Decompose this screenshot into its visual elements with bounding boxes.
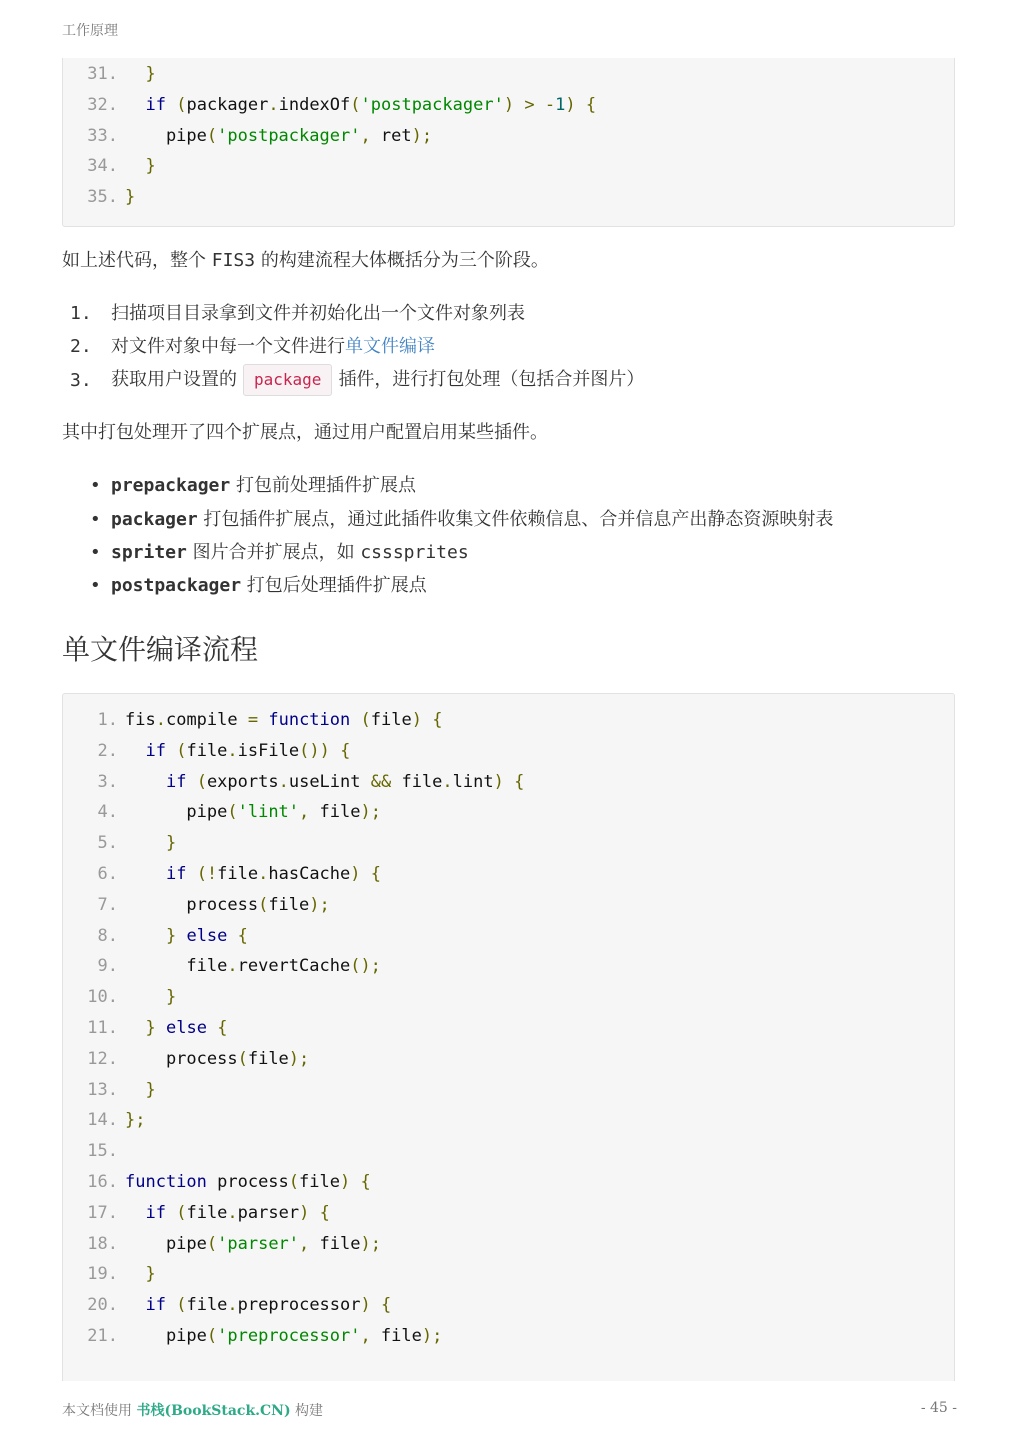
footer-credit: [62, 1400, 323, 1420]
line-number: 21.: [87, 1326, 118, 1346]
line-number: 17.: [87, 1202, 118, 1223]
code-text: pipe('parser', file);: [125, 1233, 381, 1254]
line-number: 13.: [87, 1079, 118, 1100]
list-number: 2.: [70, 336, 92, 357]
line-number: 3.: [97, 771, 118, 792]
page-number: - 45 -: [920, 1400, 957, 1416]
extension-point-text: [111, 540, 469, 566]
line-number: 12.: [87, 1048, 118, 1069]
code-text: if (file.isFile()) {: [145, 740, 351, 761]
code-text: fis.compile = function (file) {: [125, 710, 443, 730]
code-text: };: [125, 1110, 146, 1131]
line-number: 20.: [87, 1295, 118, 1316]
line-number: 2.: [97, 740, 118, 761]
extension-point-text: [111, 573, 427, 599]
line-number: 15.: [87, 1141, 118, 1162]
line-number: 32.: [87, 94, 118, 115]
code-text: }: [145, 1079, 156, 1100]
code-text: if (packager.indexOf('postpackager') > -1) {: [145, 94, 597, 115]
list-text: [111, 364, 644, 396]
code-text: }: [165, 987, 177, 1008]
list-text: 扫描项目目录拿到文件并初始化出一个文件对象列表: [111, 303, 525, 324]
line-number: 4.: [97, 802, 118, 823]
intro-before: 如上述代码，整个: [62, 250, 212, 271]
code-text: pipe('postpackager', ret);: [125, 125, 433, 146]
line-number: 10.: [87, 987, 118, 1008]
code-text: }: [145, 156, 156, 177]
intro-after: 的构建流程大体概括分为三个阶段。: [255, 250, 549, 271]
line-number: 34.: [87, 156, 118, 177]
footer-suffix: 构建: [290, 1403, 324, 1419]
line-number: 31.: [87, 64, 118, 84]
line-number: 7.: [97, 894, 118, 915]
bullet: •: [90, 475, 101, 496]
line-number: 11.: [87, 1018, 118, 1038]
code-block-continued: [62, 58, 955, 227]
line-number: 8.: [97, 925, 118, 946]
code-text: }: [125, 187, 136, 208]
intro-paragraph: [62, 248, 549, 274]
code-text: function process(file) {: [125, 1172, 371, 1192]
line-number: 5.: [97, 833, 118, 854]
code-text: pipe('lint', file);: [125, 802, 381, 823]
running-header: 工作原理: [62, 23, 118, 39]
extension-intro: 其中打包处理开了四个扩展点，通过用户配置启用某些插件。: [62, 422, 548, 443]
bullet: •: [90, 575, 101, 596]
line-number: 16.: [87, 1172, 118, 1192]
extension-desc: 图片合并扩展点，如: [186, 542, 361, 563]
list-text-before-link: 对文件对象中每一个文件进行: [111, 336, 345, 357]
section-heading: 单文件编译流程: [62, 633, 259, 666]
extension-desc: 打包前处理插件扩展点: [230, 475, 416, 496]
code-text: }: [145, 1264, 156, 1285]
code-block-compile: [62, 693, 955, 1381]
line-number: 6.: [97, 864, 118, 884]
extension-desc: 打包后处理插件扩展点: [241, 575, 427, 596]
extension-term: prepackager: [111, 475, 231, 496]
extension-point-text: [111, 473, 416, 499]
code-text: file.revertCache();: [125, 956, 381, 977]
code-text: process(file);: [125, 894, 330, 915]
list-number: 1.: [70, 303, 92, 324]
list-number: 3.: [70, 370, 92, 391]
single-file-compile-link[interactable]: 单文件编译: [345, 336, 435, 357]
line-number: 1.: [97, 710, 118, 730]
line-number: 35.: [87, 187, 118, 208]
code-text: pipe('preprocessor', file);: [125, 1326, 443, 1346]
footer-prefix: 本文档使用: [62, 1403, 137, 1419]
bookstack-link[interactable]: 书栈(BookStack.CN): [136, 1403, 291, 1419]
code-text: if (file.parser) {: [145, 1202, 330, 1223]
extension-point-text: [111, 507, 833, 533]
code-text: process(file);: [125, 1048, 310, 1069]
list-text-before-code: 获取用户设置的: [111, 369, 237, 390]
extension-mono: csssprites: [360, 542, 469, 563]
bullet: •: [90, 542, 101, 563]
line-number: 14.: [87, 1110, 118, 1131]
list-text-after-code: 插件，进行打包处理（包括合并图片）: [338, 369, 645, 390]
code-text: if (exports.useLint && file.lint) {: [165, 771, 525, 792]
code-text: }: [165, 833, 177, 854]
extension-desc: 打包插件扩展点，通过此插件收集文件依赖信息、合并信息产出静态资源映射表: [197, 509, 834, 530]
bullet: •: [90, 509, 101, 530]
extension-term: packager: [111, 509, 198, 530]
line-number: 9.: [97, 956, 118, 977]
line-number: 19.: [87, 1264, 118, 1285]
extension-term: spriter: [111, 542, 187, 563]
list-text: [111, 334, 435, 360]
code-text: } else {: [145, 1018, 228, 1038]
code-text: if (!file.hasCache) {: [165, 864, 382, 884]
line-number: 18.: [87, 1233, 118, 1254]
code-text: if (file.preprocessor) {: [145, 1295, 392, 1316]
line-number: 33.: [87, 125, 118, 146]
extension-term: postpackager: [111, 575, 242, 596]
code-text: }: [145, 64, 156, 84]
code-text: } else {: [165, 925, 248, 946]
intro-code: FIS3: [211, 250, 256, 271]
inline-code-package: package: [243, 364, 332, 396]
